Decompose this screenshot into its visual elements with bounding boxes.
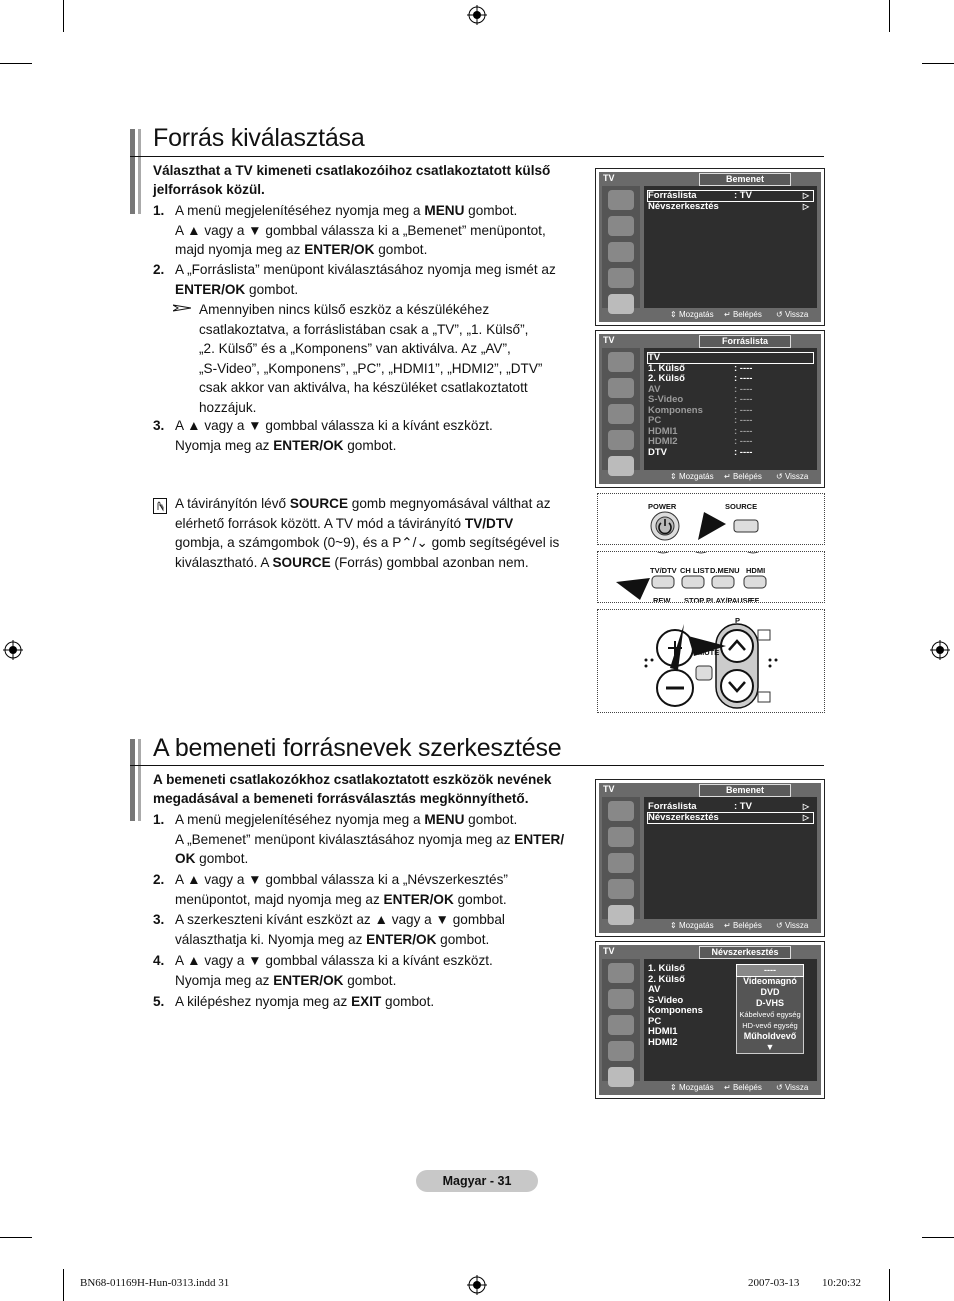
osd-footer-back: ↺ Vissza (776, 921, 809, 930)
osd-row-label: DTV (648, 447, 667, 458)
step-number: 2. (153, 262, 165, 277)
mute-label: MUTE (698, 648, 720, 657)
osd-row-label: HDMI1 (648, 425, 678, 437)
step-text: A menü megjelenítéséhez nyomja meg a MENU gombot. A „Bemenet” menüpont kiválasztásához nyomja meg az ENTER/ OK gombot. (175, 812, 565, 866)
osd-row[interactable] (648, 427, 813, 437)
osd-row-label: Névszerkesztés (648, 812, 719, 823)
osd-row-value: : ---- (734, 404, 753, 416)
osd-content (644, 797, 817, 919)
osd-footer-move: ⇕ Mozgatás (670, 921, 714, 930)
osd-footer (644, 309, 817, 321)
remote-panel-tvdtv (597, 551, 825, 603)
channel-icon (608, 853, 634, 873)
section1-step-3 (153, 416, 593, 456)
osd-row[interactable] (648, 191, 813, 201)
osd-row-label: TV (648, 352, 661, 363)
osd-row[interactable] (648, 385, 813, 395)
osd-row-label: PC (648, 1015, 662, 1027)
registration-mark-icon (930, 640, 950, 660)
tip-text: A távirányítón lévő SOURCE gomb megnyomásával válthat az elérhető források között. A TV mód a távirányító TV/DTV gombja, a számgombok (0~9), és a P⌃/⌄ gomb segítségével is kiválasztható. A SOURCE (Forrás) gombbal azonban nem. (175, 496, 560, 570)
osd-screen-input-edit (595, 779, 825, 937)
osd-row-label: Komponens (648, 1005, 703, 1016)
osd-row-label: Forráslista (648, 801, 697, 812)
step-number: 2. (153, 872, 165, 887)
step-text: A szerkeszteni kívánt eszközt az ▲ vagy a ▼ gombbal választhatja ki. Nyomja meg az ENTER/OK gombot. (175, 912, 505, 947)
section1-step-2 (153, 260, 593, 300)
step-text: A ▲ vagy a ▼ gombbal válassza ki a kívánt eszközt. Nyomja meg az ENTER/OK gombot. (175, 953, 493, 988)
osd-row[interactable] (648, 416, 813, 426)
osd-row-label: 2. Külső (648, 373, 685, 384)
crop-mark (0, 1237, 32, 1238)
step-number: 1. (153, 203, 165, 218)
title-rule (130, 765, 824, 766)
ff-label: FF (750, 596, 760, 603)
sound-icon (608, 216, 634, 236)
dropdown-option[interactable]: ---- (737, 965, 803, 976)
button-row-icon (648, 551, 768, 560)
dropdown-option[interactable]: Videomagnó (743, 976, 797, 986)
osd-row-label: HDMI2 (648, 436, 678, 447)
setup-icon (608, 268, 634, 288)
crop-mark (922, 1237, 954, 1238)
input-icon (608, 905, 634, 925)
power-label: POWER (648, 502, 677, 511)
osd-row[interactable] (648, 406, 813, 416)
registration-mark-icon (467, 1275, 487, 1295)
section2-step-4 (153, 951, 593, 991)
channel-icon (608, 404, 634, 424)
step-number: 3. (153, 912, 165, 927)
remote-buttons-icon (598, 610, 824, 712)
section1-step-1 (153, 201, 593, 261)
input-icon (608, 294, 634, 314)
sound-icon (608, 989, 634, 1009)
osd-screen-source-list (595, 330, 825, 488)
osd-frame (599, 172, 821, 322)
setup-icon (608, 879, 634, 899)
section2-title: A bemeneti forrásnevek szerkesztése (153, 734, 562, 762)
osd-footer (644, 1082, 817, 1094)
osd-sidebar (602, 186, 640, 308)
dropdown-option[interactable]: Kábelvevő egység (739, 1010, 801, 1019)
stop-label: STOP (684, 596, 705, 603)
osd-tv-label: TV (603, 173, 615, 183)
step-number: 3. (153, 418, 165, 433)
osd-row-value: : ---- (734, 425, 753, 437)
picture-icon (608, 190, 634, 210)
picture-icon (608, 963, 634, 983)
osd-row-value: : ---- (734, 373, 753, 384)
step-text: A kilépéshez nyomja meg az EXIT gombot. (175, 994, 435, 1009)
page-number: Magyar - 31 (416, 1170, 538, 1192)
section2-step-5 (153, 992, 593, 1012)
section2-step-3 (153, 910, 593, 950)
osd-screen-input (595, 168, 825, 326)
osd-title: Névszerkesztés (699, 946, 791, 959)
osd-row-label: Forráslista (648, 190, 697, 201)
osd-content (644, 186, 817, 308)
section2-step-1 (153, 810, 593, 870)
crop-mark (889, 1269, 890, 1301)
tvdtv-label: TV/DTV (650, 566, 677, 575)
chlist-label: CH LIST (680, 566, 710, 575)
osd-row-label: HDMI2 (648, 1036, 678, 1048)
osd-row-label: Komponens (648, 404, 703, 416)
osd-footer-back: ↺ Vissza (776, 472, 809, 481)
arrow-right-icon: ▷ (802, 802, 809, 811)
dropdown-option[interactable]: HD-vevő egység (742, 1021, 798, 1030)
osd-footer-move: ⇕ Mozgatás (670, 310, 714, 319)
step-number: 1. (153, 812, 165, 827)
input-icon (608, 1067, 634, 1087)
osd-row-label: 1. Külső (648, 963, 685, 974)
name-options-dropdown[interactable] (736, 964, 804, 1054)
crop-mark (0, 63, 32, 64)
osd-footer-back: ↺ Vissza (776, 310, 809, 319)
title-rule (130, 156, 824, 157)
section-bar (138, 129, 141, 214)
osd-row-value: : TV (734, 190, 752, 201)
print-file-info: BN68-01169H-Hun-0313.indd 31 (80, 1277, 230, 1289)
channel-icon (608, 1015, 634, 1035)
print-date-info: 2007-03-13 ￿￿ 10:20:32 (748, 1277, 862, 1289)
sound-icon (608, 378, 634, 398)
osd-row[interactable] (648, 437, 813, 447)
step-text: A ▲ vagy a ▼ gombbal válassza ki a „Névszerkesztés” menüpontot, majd nyomja meg az ENTER/OK gombot. (175, 872, 508, 907)
osd-row[interactable] (648, 353, 813, 363)
p-label: P (735, 616, 741, 625)
section1-tip (175, 494, 595, 574)
setup-icon (608, 1041, 634, 1061)
osd-row-label: 2. Külső (648, 973, 685, 985)
osd-row[interactable] (648, 364, 813, 374)
step-number: 5. (153, 994, 165, 1009)
osd-row-label: S-Video (648, 994, 684, 1006)
note-text: Amennyiben nincs külső eszköz a készülékéhez csatlakoztatva, a forráslistában csak a „TV”, „1. Külső”, „2. Külső” és a „Komponens” van aktiválva. Az „AV”, „S-Video”, „Komponens”, „PC”, „HDMI1”, „HDMI2”, „DTV” csak akkor van aktiválva, ha készüléket csatlakoztatott hozzájuk. (199, 302, 543, 415)
osd-tv-label: TV (603, 335, 615, 345)
osd-row[interactable] (648, 802, 813, 812)
crop-mark (63, 1269, 64, 1301)
dmenu-label: D.MENU (710, 566, 740, 575)
osd-footer-move: ⇕ Mozgatás (670, 472, 714, 481)
input-icon (608, 456, 634, 476)
step-text: A menü megjelenítéséhez nyomja meg a MENU gombot. A ▲ vagy a ▼ gombbal válassza ki a „Bemenet” menüpontot, majd nyomja meg az ENTER/OK gombot. (175, 203, 546, 257)
step-number: 4. (153, 953, 165, 968)
osd-row-value: : ---- (734, 436, 753, 447)
step-text: A ▲ vagy a ▼ gombbal válassza ki a kívánt eszközt. Nyomja meg az ENTER/OK gombot. (175, 418, 493, 453)
crop-mark (63, 0, 64, 32)
osd-content (644, 959, 817, 1081)
section-bar (130, 739, 135, 821)
osd-footer-back: ↺ Vissza (776, 1083, 809, 1092)
osd-row-value: : ---- (734, 383, 753, 395)
channel-icon (608, 242, 634, 262)
osd-screen-name-edit (595, 941, 825, 1099)
crop-mark (922, 63, 954, 64)
osd-title: Bemenet (699, 173, 791, 186)
arrow-right-icon: ▷ (802, 202, 809, 211)
section2-intro: A bemeneti csatlakozókhoz csatlakoztatott eszközök nevének megadásával a bemeneti forrásválasztás megkönnyíthető. (153, 772, 552, 806)
osd-footer-enter: ↵ Belépés (724, 472, 762, 481)
pointer-arrow-icon (696, 506, 766, 540)
section1-title: Forrás kiválasztása (153, 124, 365, 152)
osd-row[interactable] (648, 813, 813, 823)
power-button-icon[interactable] (650, 511, 680, 541)
osd-row[interactable] (648, 202, 813, 212)
registration-mark-icon (467, 5, 487, 25)
hdmi-label: HDMI (746, 566, 766, 575)
dropdown-option[interactable]: Műholdvevő (743, 1031, 797, 1041)
section2-step-2 (153, 870, 593, 910)
osd-row-value: : ---- (734, 362, 753, 374)
arrow-right-icon: ▷ (802, 191, 809, 200)
osd-row-value: : ---- (734, 447, 753, 458)
osd-footer-enter: ↵ Belépés (724, 1083, 762, 1092)
osd-content (644, 348, 817, 470)
osd-tv-label: TV (603, 784, 615, 794)
dropdown-option[interactable]: D-VHS (755, 998, 784, 1008)
osd-row[interactable] (648, 374, 813, 384)
osd-row-label: AV (648, 383, 661, 395)
picture-icon (608, 801, 634, 821)
picture-icon (608, 352, 634, 372)
osd-row-label: S-Video (648, 394, 684, 405)
source-label: SOURCE (725, 502, 758, 511)
osd-footer (644, 471, 817, 483)
tip-hand-icon (153, 498, 167, 514)
crop-mark (889, 0, 890, 32)
rew-label: REW (653, 596, 671, 603)
osd-row-label: HDMI1 (648, 1026, 678, 1037)
dropdown-option[interactable]: DVD (760, 987, 780, 997)
osd-footer-enter: ↵ Belépés (724, 310, 762, 319)
osd-frame (599, 945, 821, 1095)
osd-sidebar (602, 797, 640, 919)
osd-frame (599, 334, 821, 484)
osd-row-value: : TV (734, 801, 752, 812)
osd-footer-move: ⇕ Mozgatás (670, 1083, 714, 1092)
osd-title: Bemenet (699, 784, 791, 797)
osd-tv-label: TV (603, 946, 615, 956)
sound-icon (608, 827, 634, 847)
arrow-right-icon: ▷ (802, 813, 809, 822)
playpause-label: PLAY/PAUSE (706, 596, 753, 603)
osd-row-label: AV (648, 984, 661, 995)
osd-sidebar (602, 348, 640, 470)
osd-row-label: PC (648, 415, 662, 426)
section1-note (199, 300, 599, 418)
setup-icon (608, 430, 634, 450)
osd-sidebar (602, 959, 640, 1081)
osd-frame (599, 783, 821, 933)
osd-row[interactable] (648, 448, 813, 458)
remote-panel-power-source (597, 493, 825, 545)
registration-mark-icon (3, 640, 23, 660)
osd-row-label: 1. Külső (648, 362, 685, 374)
osd-row-value: : ---- (734, 394, 753, 405)
section-bar (138, 739, 141, 821)
note-arrow-icon (173, 303, 191, 313)
osd-footer (644, 920, 817, 932)
chevron-down-icon[interactable]: ▼ (765, 1042, 775, 1052)
section1-intro: Választhat a TV kimeneti csatlakozóihoz csatlakoztatott külső jelforrások közül. (153, 163, 551, 197)
step-text: A „Forráslista” menüpont kiválasztásához nyomja meg ismét az ENTER/OK gombot. (175, 262, 556, 297)
osd-row[interactable] (648, 395, 813, 405)
osd-row-label: Névszerkesztés (648, 201, 719, 212)
osd-title: Forráslista (699, 335, 791, 348)
osd-footer-enter: ↵ Belépés (724, 921, 762, 930)
remote-panel-volume-channel (597, 609, 825, 713)
osd-row-value: : ---- (734, 415, 753, 426)
section-bar (130, 129, 135, 214)
